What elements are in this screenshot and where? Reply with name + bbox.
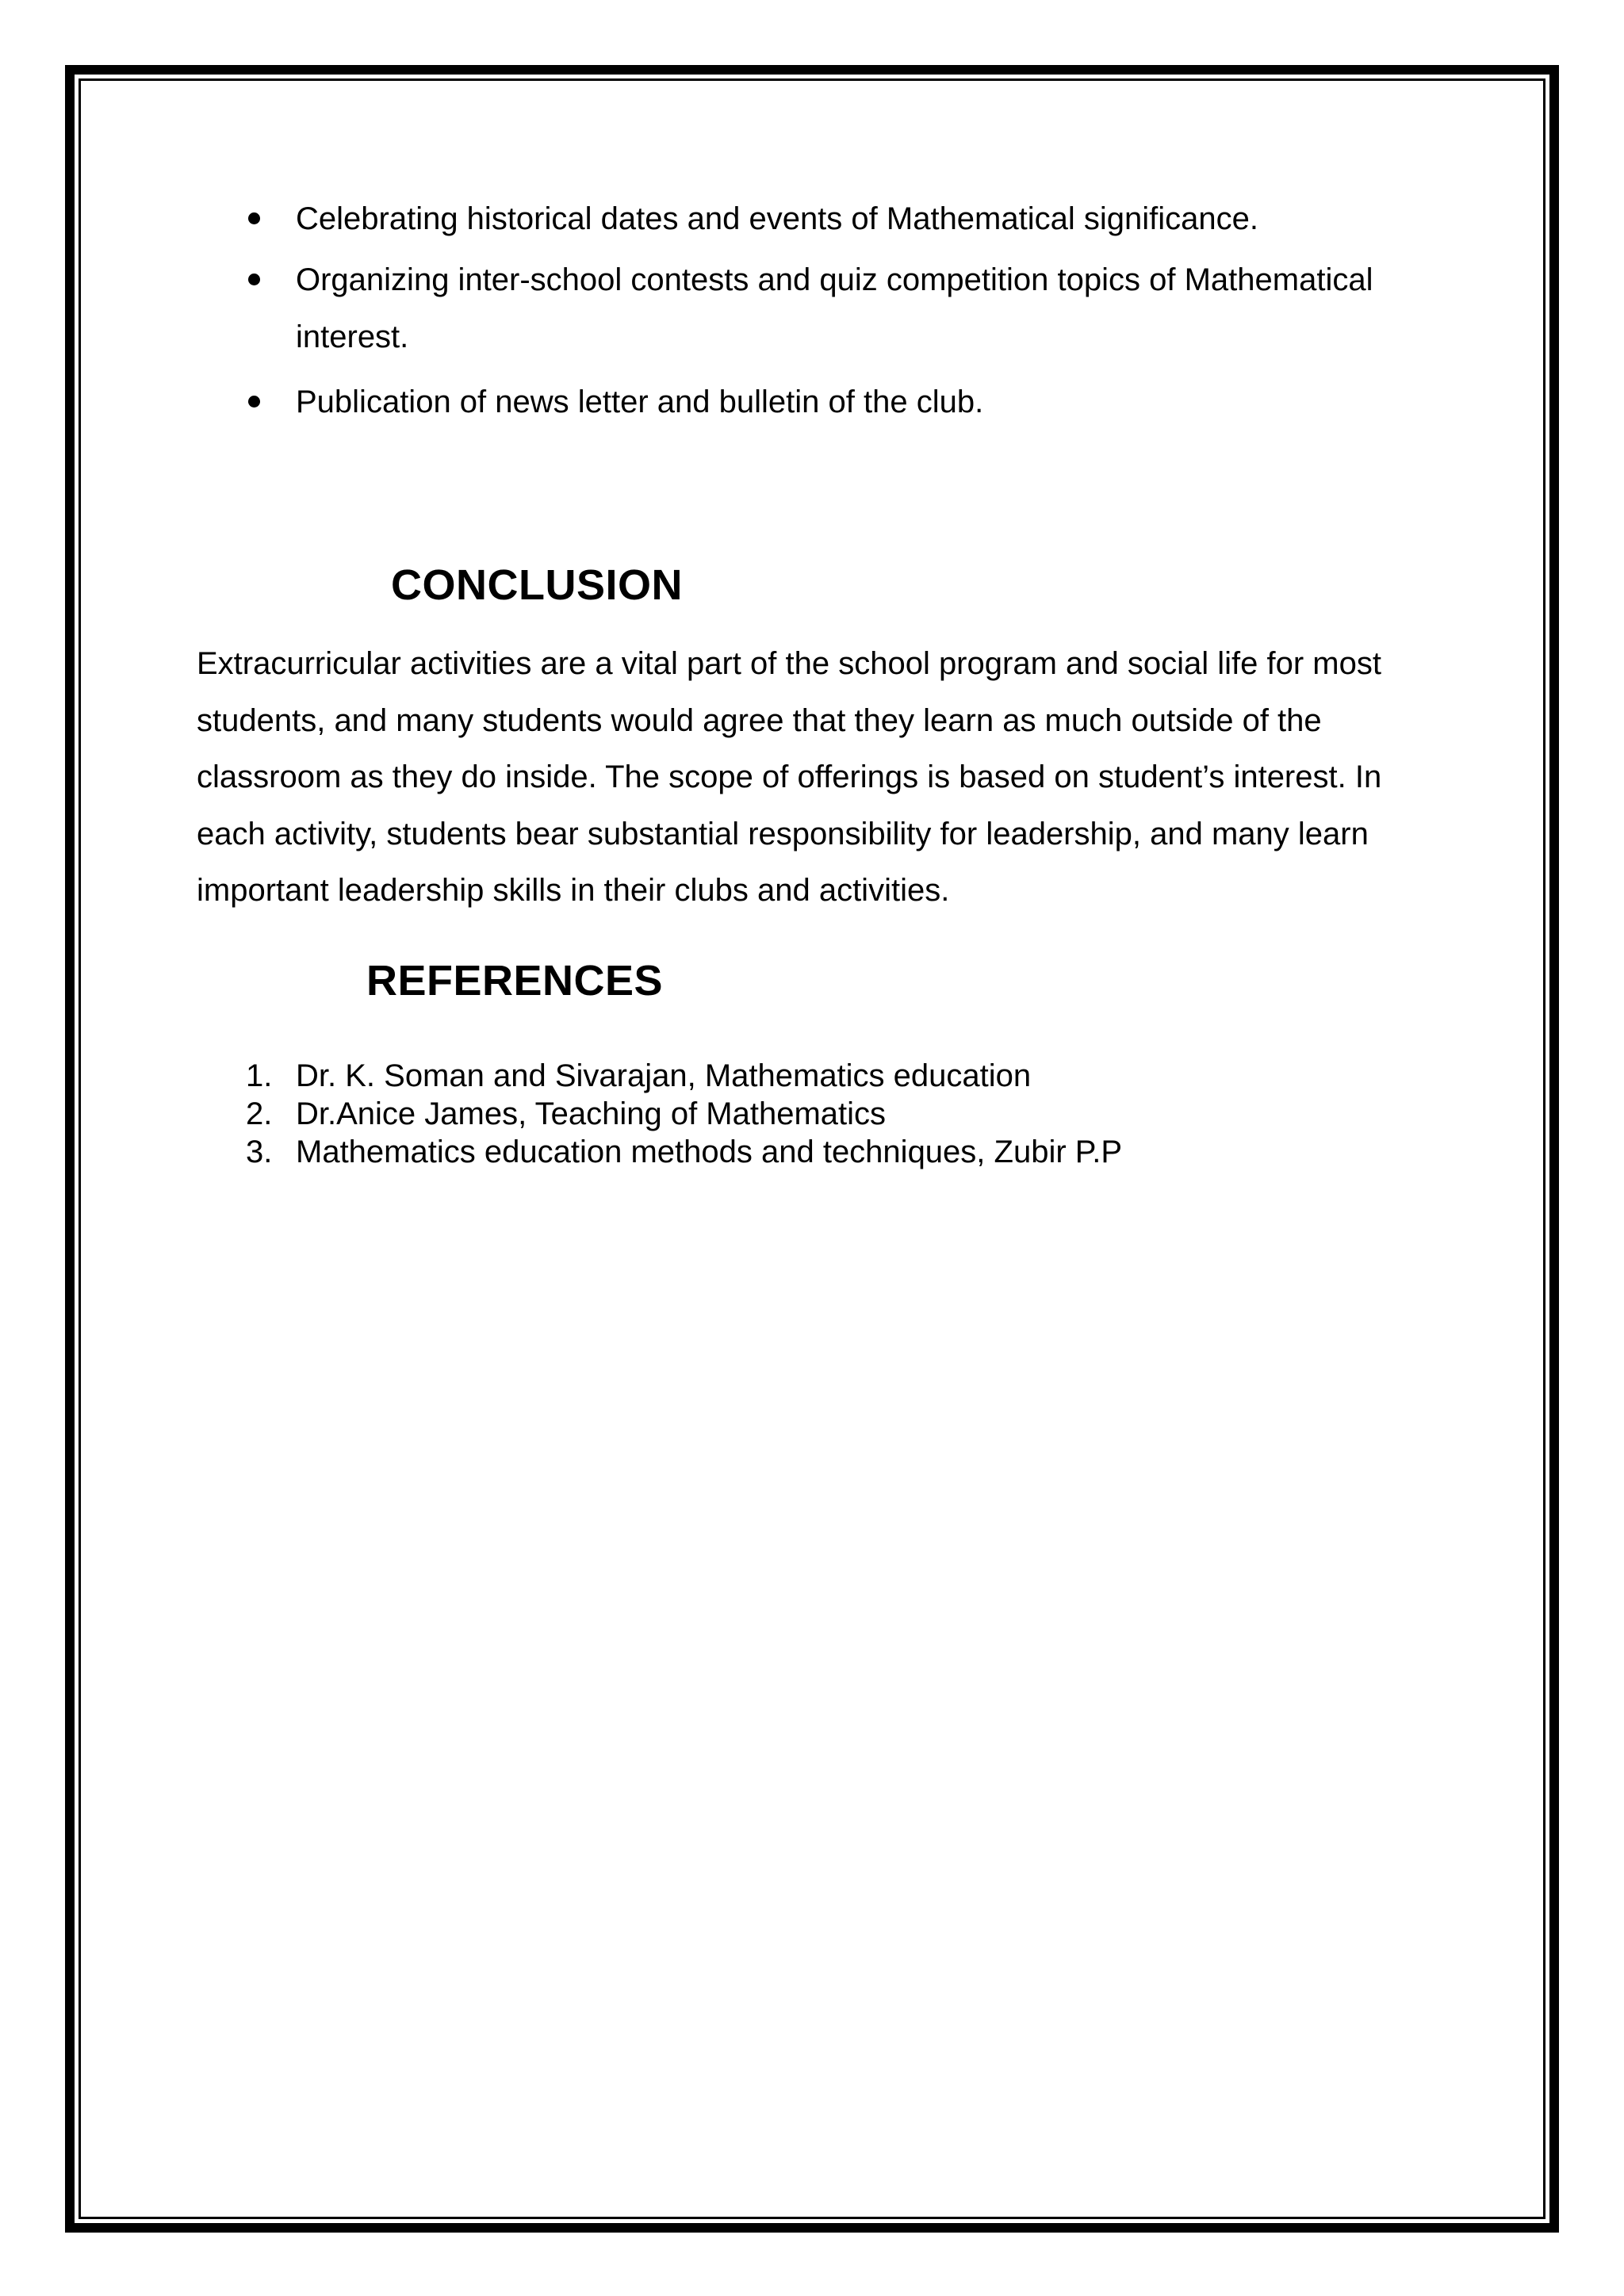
references-heading: REFERENCES (366, 957, 664, 1004)
reference-number: 1. (246, 1058, 273, 1093)
bullet-item: Organizing inter-school contests and quiz competition topics of Mathematical interest. (296, 262, 1373, 354)
reference-number: 2. (246, 1096, 273, 1131)
bullet-dot (248, 274, 260, 285)
bullet-item: Celebrating historical dates and events of Mathematical significance. (296, 201, 1258, 236)
bullet-dot (248, 396, 260, 408)
reference-text: Dr. K. Soman and Sivarajan, Mathematics education (296, 1058, 1032, 1093)
reference-number: 3. (246, 1135, 273, 1169)
reference-text: Mathematics education methods and techniques, Zubir P.P (296, 1135, 1123, 1169)
bullet-dot (248, 212, 260, 224)
conclusion-paragraph: Extracurricular activities are a vital part of the school program and social life for most students, and many students would agree that they learn as much outside of the classroom as they do inside. The scope of offerings is based on student’s interest. In each activity, students bear substantial responsibility for leadership, and many learn important leadership skills in their clubs and activities. (197, 646, 1382, 908)
conclusion-heading: CONCLUSION (391, 561, 683, 609)
reference-text: Dr.Anice James, Teaching of Mathematics (296, 1096, 887, 1131)
bullet-item: Publication of news letter and bulletin of the club. (296, 385, 984, 419)
